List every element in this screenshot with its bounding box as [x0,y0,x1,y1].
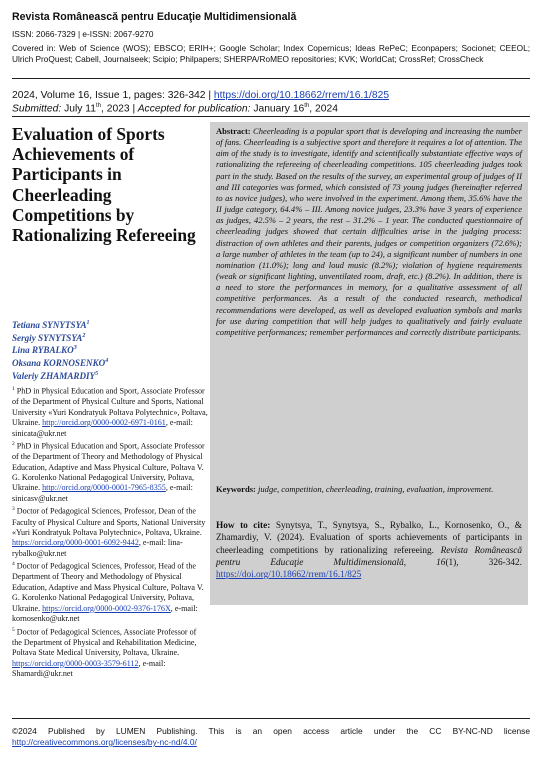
affiliation-text: PhD in Physical Education and Sport, Associate Professor of the Department of Physical Culture and Sports, National University «Yuri Kondratyuk Poltava Polytechnic», Poltava, Ukraine. [12,386,208,428]
issue-info: 2024, Volume 16, Issue 1, pages: 326-342 | [12,90,212,101]
author-item [12,369,108,382]
affiliation-text: Doctor of Pedagogical Sciences, Associate Professor of the Department of Physical and Rehabilitation Medicine, Poltava State Medical University, Poltava, Ukraine. [12,627,197,658]
affiliation-email: , e-mail: sinicata@ukr.net [12,418,193,438]
author-sup: 3 [73,345,77,352]
affiliation-item [12,384,208,439]
affiliation-sup: 5 [12,626,15,633]
journal-title: Revista Românească pentru Educaţie Multidimensională [12,11,297,23]
issue-line [12,90,389,101]
issue-doi-link[interactable]: https://doi.org/10.18662/rrem/16.1/825 [213,90,390,101]
orcid-link[interactable]: http://orcid.org/0000-0001-7965-8355 [42,483,166,493]
abstract-label: Abstract: [216,126,251,136]
author-name: Lina RYBALKO [12,345,74,356]
author-sup: 5 [95,370,99,377]
orcid-link[interactable]: http://orcid.org/0000-0002-6971-0161 [42,418,166,428]
footer-divider [12,718,530,719]
affiliation-item [12,439,208,504]
keywords-text: judge, competition, cheerleading, training, evaluation, improvement. [258,484,494,494]
orcid-link[interactable]: https://orcid.org/0000-0003-3579-6112 [12,658,139,668]
covered-in-line: Covered in: Web of Science (WOS); EBSCO; ERIH+; Google Scholar; Index Copernicus; Ideas RePeC; Econpapers; Socionet; CEEOL; Ulrich ProQuest; Cabell, Journalseek; Scipio; Philpapers; SHERPA/RoMEO repositories; KVK; WorldCat; CrossRef; CrossCheck [12,43,530,64]
author-sup: 1 [86,320,90,326]
affiliation-email: , e-mail: lina-rybalko@ukr.net [12,538,183,558]
affiliation-sup: 2 [12,440,15,447]
affiliation-list [12,384,208,680]
affiliation-email: , e-mail: sinicasv@ukr.net [12,483,193,503]
how-to-cite-label: How to cite: [216,521,271,531]
author-item [12,331,108,344]
submitted-year: , 2023 [101,103,130,115]
author-list [12,318,108,381]
keywords [216,484,522,495]
issn-line: ISSN: 2066-7329 | e-ISSN: 2067-9270 [12,29,154,39]
citation-doi-link[interactable]: https://doi.org/10.18662/rrem/16.1/825 [216,570,362,581]
submitted-label: Submitted: [12,103,62,115]
abstract-text: Cheerleading is a popular sport that is developing and increasing the number of fans. Cheerleading is a subjective sport and therefore it requires a lot of attention. The aim of the study is to investigate, identify and scientifically substantiate effective ways of rationalizing the refereeing of cheerleading competitions. 105 cheerleading judges took part in the study. Based on the results of the survey, an experimental group of judges of II and III categories was formed, which consisted of 73 young judges (hereinafter referred to as novice judges), who were involved in the experiment. Among them, 35.6% have the II judge category, 64.4% – III. Among novice judges, 23.3% have 3 years of experience as judges, 42.5% – 2 years, the rest – 31.2% – 1 year. The conducted questionnaire of cheerleading judges showed that certain difficulties arise in the judging process: distraction of own athletes and their parents, judges or competition organizers (72.6%); a large number of athletes in the team (up to 24), a significant number of numbers in one nomination (11.0%); long and loud music (8.2%); violation of hygiene requirements (weak or significant lighting, unventilated room, draft, etc.) (8.2%). In addition, there is a need to store the performances in memory, for a qualitative assessment of all competitive performances. As a result of the conducted research, methodical recommendations were developed, as well as developed evaluation symbols and marks for use during competition that will help judges to qualitatively and fairly evaluate competitive performances; remember performances and correctly distribute participants. [216,126,523,337]
affiliation-sup: 3 [12,506,15,513]
affiliation-text: PhD in Physical Education and Sport, Associate Professor of the Department of Theory and Methodology of Physical Education, Adaptive and Mass Physical Culture, Poltava V. G. Korolenko National Pedagogical University, Poltava, Ukraine. [12,441,205,493]
issue-divider [12,116,530,117]
author-name: Oksana KORNOSENKO [12,357,106,368]
affiliation-text: Doctor of Pedagogical Sciences, Professor, Dean of the Faculty of Physical Culture and Sports, National University «Yuri Kondratyuk Poltava Polytechnic», Poltava, Ukraine. [12,507,206,537]
submitted-date: July 11 [64,103,96,115]
accepted-label: Accepted for publication: [137,103,251,115]
keywords-label: Keywords: [216,484,256,494]
license-footer [12,726,530,748]
author-name: Valeriy ZHAMARDIY [12,370,96,381]
author-item [12,343,108,356]
submitted-date-suffix: th [95,103,101,109]
citation-text: Synytsya, T., Synytsya, S., Rybalko, L., Kornosenko, O., & Zhamardiy, V. (2024). Evaluation of sports achievements of participants in cheerleading competitions by rationalizing refereeing. [216,521,522,556]
affiliation-item [12,504,208,559]
affiliation-email: , e-mail: kornosenko@ukr.net [12,603,198,624]
license-text: ©2024 Published by LUMEN Publishing. This is an open access article under the CC BY-NC-ND license [12,726,530,736]
affiliation-item [12,625,208,680]
affiliation-sup: 4 [12,561,15,568]
author-item [12,356,108,369]
orcid-link[interactable]: https://orcid.org/0000-0002-9376-176X [42,603,171,613]
license-link[interactable]: http://creativecommons.org/licenses/by-nc-nd/4.0/ [12,737,197,747]
citation-issue-pages: (1), 326-342. [445,557,522,568]
header-divider [12,78,530,79]
submission-dates: Submitted: July 11th, 2023 | Accepted for publication: January 16th, 2024 [12,103,338,115]
author-sup: 2 [82,332,86,339]
affiliation-item [12,559,208,624]
orcid-link[interactable]: https://orcid.org/0000-0001-6092-9442 [12,538,139,548]
affiliation-sup: 1 [12,386,15,392]
author-item [12,318,108,331]
accepted-date-suffix: th [304,103,310,109]
affiliation-text: Doctor of Pedagogical Sciences, Professor, Head of the Department of Theory and Methodology of Physical Education, Adaptive and Mass Physical Culture, Poltava V. G. Korolenko National Pedagogical University, Poltava, Ukraine. [12,562,204,613]
author-name: Tetiana SYNYTSYA [12,320,87,331]
affiliation-email: , e-mail: Shamardi@ukr.net [12,658,166,679]
how-to-cite [216,520,522,581]
citation-journal: Revista Românească pentru Educaţie Multidimensională, 16 [216,545,523,568]
abstract [216,126,522,338]
article-title: Evaluation of Sports Achievements of Participants in Cheerleading Competitions by Rationalizing Refereeing [12,124,196,246]
accepted-date: January 16 [253,103,305,115]
author-sup: 4 [105,357,109,364]
author-name: Sergiy SYNYTSYA [12,332,83,343]
accepted-year: , 2024 [309,103,338,115]
